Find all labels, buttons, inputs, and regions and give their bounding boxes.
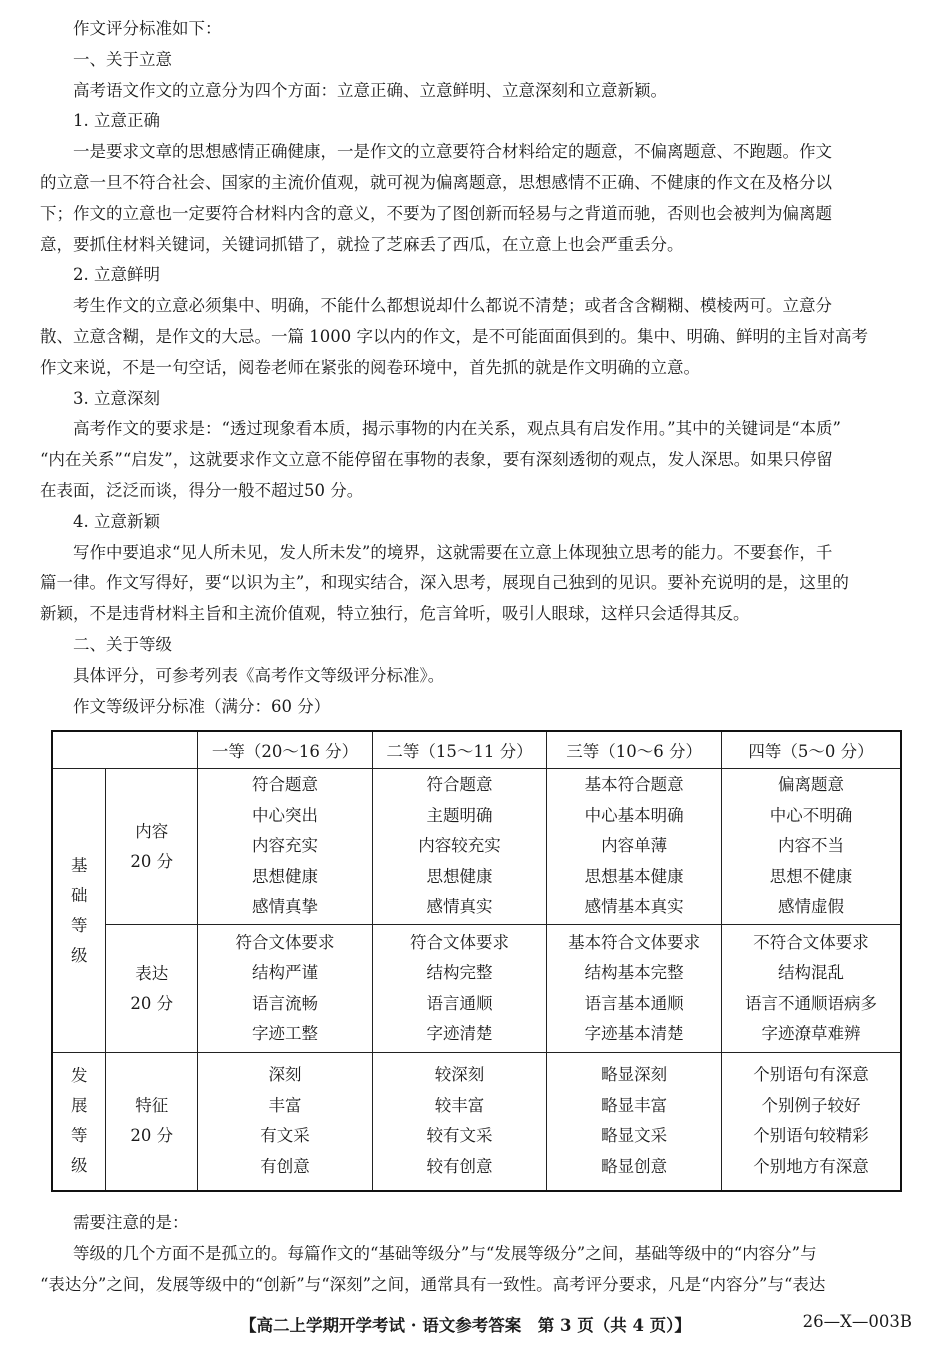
criterion: 个别语句有深意	[753, 1065, 869, 1085]
cell-expression-grade-4	[721, 925, 901, 1053]
body-line: 一是要求文章的思想感情正确健康，一是作文的立意要符合材料给定的题意，不偏离题意、不跑题。作文	[73, 142, 832, 162]
criterion: 感情真挚	[251, 897, 318, 917]
criterion: 深刻	[268, 1065, 302, 1085]
overview-text: 高考语文作文的立意分为四个方面：立意正确、立意鲜明、立意深刻和立意新颖。	[73, 80, 667, 100]
criterion: 丰富	[268, 1095, 302, 1115]
group-char: 等	[70, 915, 88, 935]
criterion: 个别语句较精彩	[753, 1126, 869, 1146]
criterion: 基本符合文体要求	[568, 932, 701, 952]
criterion: 中心不明确	[769, 805, 853, 825]
body-line: 考生作文的立意必须集中、明确，不能什么都想说却什么都说不清楚；或者含含糊糊、模棱两可。立意分	[73, 296, 832, 316]
body-line: 下；作文的立意也一定要符合材料内含的意义，不要为了图创新而轻易与之背道而驰，否则也会被判为偏离题	[40, 203, 832, 223]
criterion: 语言通顺	[426, 993, 493, 1013]
grading-table	[51, 730, 902, 1192]
cell-expression-grade-3	[547, 925, 722, 1053]
body-line: 篇一律。作文写得好，要“以识为主”，和现实结合，深入思考，展现自己独到的见识。要补充说明的是，这里的	[40, 573, 849, 593]
table-row-expression	[52, 925, 901, 1053]
cell-expression-grade-1	[198, 925, 373, 1053]
criterion: 基本符合题意	[584, 775, 684, 795]
category-content	[106, 769, 198, 925]
body-line: 意，要抓住材料关键词，关键词抓错了，就捡了芝麻丢了西瓜，在立意上也会严重丢分。	[40, 234, 684, 254]
footer-code: 26—X—003B	[802, 1312, 912, 1331]
criterion: 内容较充实	[418, 836, 501, 856]
category-score: 20 分	[130, 993, 174, 1013]
group-char: 展	[70, 1096, 88, 1116]
criterion: 思想不健康	[769, 866, 853, 886]
group-development-label	[52, 1053, 106, 1191]
body-line: “内在关系”“启发”，这就要求作文立意不能停留在事物的表象，要有深刻透彻的观点，发人深思。如果只停留	[40, 450, 833, 470]
criterion: 略显深刻	[601, 1065, 668, 1085]
header-grade-2: 二等（15～11 分）	[372, 731, 547, 769]
criterion: 略显创意	[601, 1156, 668, 1176]
criterion: 语言流畅	[251, 993, 318, 1013]
group-char: 等	[70, 1126, 88, 1146]
body-line: 新颖，不是违背材料主旨和主流价值观，特立独行，危言耸听，吸引人眼球，这样只会适得其反。	[40, 604, 750, 624]
header-grade-1: 一等（20～16 分）	[198, 731, 373, 769]
body-line: 作文来说，不是一句空话，阅卷老师在紧张的阅卷环境中，首先抓的就是作文明确的立意。	[40, 357, 700, 377]
criterion: 字迹潦草难辨	[761, 1024, 861, 1043]
criterion: 个别例子较好	[761, 1095, 861, 1115]
criterion: 符合题意	[251, 775, 318, 795]
group-char: 础	[70, 885, 88, 905]
criterion: 思想健康	[251, 866, 318, 886]
criterion: 较深刻	[434, 1065, 485, 1085]
criterion: 结构严谨	[251, 963, 318, 982]
footer-title: 【高二上学期开学考试 · 语文参考答案 第 3 页（共 4 页）】	[240, 1316, 691, 1335]
criterion: 偏离题意	[777, 775, 844, 795]
table-title: 作文等级评分标准（满分：60 分）	[73, 696, 331, 716]
criterion: 内容不当	[777, 836, 844, 856]
header-grade-3: 三等（10～6 分）	[547, 731, 722, 769]
criterion: 结构基本完整	[584, 963, 684, 982]
body-line: 写作中要追求“见人所未见，发人所未发”的境界，这就需要在立意上体现独立思考的能力。不要套作，千	[73, 542, 833, 562]
criterion: 语言不通顺语病多	[744, 993, 877, 1013]
criterion: 语言基本通顺	[584, 993, 684, 1013]
cell-content-grade-1	[198, 769, 373, 925]
table-row-content	[52, 769, 901, 925]
criterion: 感情基本真实	[584, 897, 684, 917]
cell-features-grade-2	[372, 1053, 547, 1191]
criterion: 感情虚假	[777, 897, 844, 917]
table-header-row	[52, 731, 901, 769]
criterion: 较丰富	[434, 1095, 485, 1115]
body-line: 散、立意含糊，是作文的大忌。一篇 1000 字以内的作文，是不可能面面俱到的。集中、明确、鲜明的主旨对高考	[40, 326, 868, 346]
category-label: 内容	[135, 821, 169, 841]
criterion: 思想基本健康	[584, 866, 684, 886]
category-expression	[106, 925, 198, 1053]
criterion: 有创意	[260, 1156, 310, 1176]
body-line: 在表面，泛泛而谈，得分一般不超过50 分。	[40, 480, 364, 500]
point-2-title: 2. 立意鲜明	[73, 265, 160, 285]
body-line: 的立意一旦不符合社会、国家的主流价值观，就可视为偏离题意，思想感情不正确、不健康的作文在及格分以	[40, 172, 832, 192]
criterion: 主题明确	[426, 805, 493, 825]
criterion: 结构完整	[426, 963, 493, 982]
criterion: 有文采	[260, 1126, 310, 1146]
section-1-title: 一、关于立意	[73, 49, 172, 69]
criterion: 中心突出	[251, 805, 318, 825]
cell-content-grade-3	[547, 769, 722, 925]
notes-section	[40, 1208, 912, 1300]
criterion: 字迹工整	[251, 1024, 318, 1043]
header-blank-cell	[52, 731, 198, 769]
category-features	[106, 1053, 198, 1191]
category-label: 表达	[135, 963, 169, 983]
criterion: 字迹基本清楚	[584, 1024, 684, 1043]
table-reference: 具体评分，可参考列表《高考作文等级评分标准》。	[73, 665, 445, 685]
criterion: 个别地方有深意	[753, 1156, 869, 1176]
criterion: 符合文体要求	[235, 932, 335, 952]
point-3-title: 3. 立意深刻	[73, 388, 160, 408]
body-line: “表达分”之间，发展等级中的“创新”与“深刻”之间，通常具有一致性。高考评分要求，凡是“内容分”与“表达	[40, 1274, 826, 1294]
criterion: 符合题意	[426, 775, 493, 795]
category-score: 20 分	[130, 851, 174, 871]
category-score: 20 分	[130, 1126, 174, 1146]
body-line: 等级的几个方面不是孤立的。每篇作文的“基础等级分”与“发展等级分”之间，基础等级中的“内容分”与	[73, 1243, 817, 1263]
criterion: 符合文体要求	[410, 932, 510, 952]
group-char: 级	[70, 1156, 88, 1176]
criterion: 思想健康	[426, 866, 493, 886]
group-char: 基	[70, 855, 88, 875]
criterion: 结构混乱	[777, 963, 844, 982]
point-4-title: 4. 立意新颖	[73, 511, 160, 531]
cell-features-grade-4	[721, 1053, 901, 1191]
cell-content-grade-4	[721, 769, 901, 925]
criterion: 内容充实	[251, 836, 318, 856]
group-basic-label	[52, 769, 106, 1053]
cell-expression-grade-2	[372, 925, 547, 1053]
criterion: 略显丰富	[601, 1095, 668, 1115]
body-line: 高考作文的要求是：“透过现象看本质，揭示事物的内在关系，观点具有启发作用。”其中的关键词是“本质”	[73, 419, 841, 439]
criterion: 感情真实	[426, 897, 493, 917]
criterion: 不符合文体要求	[753, 932, 869, 952]
criterion: 字迹清楚	[426, 1024, 493, 1043]
group-char: 发	[70, 1066, 88, 1086]
header-grade-4: 四等（5～0 分）	[721, 731, 901, 769]
point-4-body	[40, 538, 912, 630]
page-footer	[40, 1312, 912, 1342]
table-row-features	[52, 1053, 901, 1191]
point-3-body	[40, 414, 912, 506]
cell-features-grade-3	[547, 1053, 722, 1191]
notes-title: 需要注意的是：	[73, 1213, 189, 1232]
criterion: 较有创意	[426, 1156, 493, 1176]
document-body	[40, 14, 912, 722]
cell-content-grade-2	[372, 769, 547, 925]
point-2-body	[40, 291, 912, 383]
group-char: 级	[70, 945, 88, 965]
criterion: 较有文采	[426, 1126, 493, 1146]
cell-features-grade-1	[198, 1053, 373, 1191]
section-2-title: 二、关于等级	[73, 634, 172, 654]
criterion: 略显文采	[601, 1126, 668, 1146]
scoring-heading: 作文评分标准如下：	[73, 19, 222, 38]
criterion: 中心基本明确	[584, 805, 684, 825]
point-1-body	[40, 137, 912, 260]
point-1-title: 1. 立意正确	[73, 111, 160, 131]
category-label: 特征	[135, 1096, 169, 1116]
criterion: 内容单薄	[601, 836, 668, 856]
